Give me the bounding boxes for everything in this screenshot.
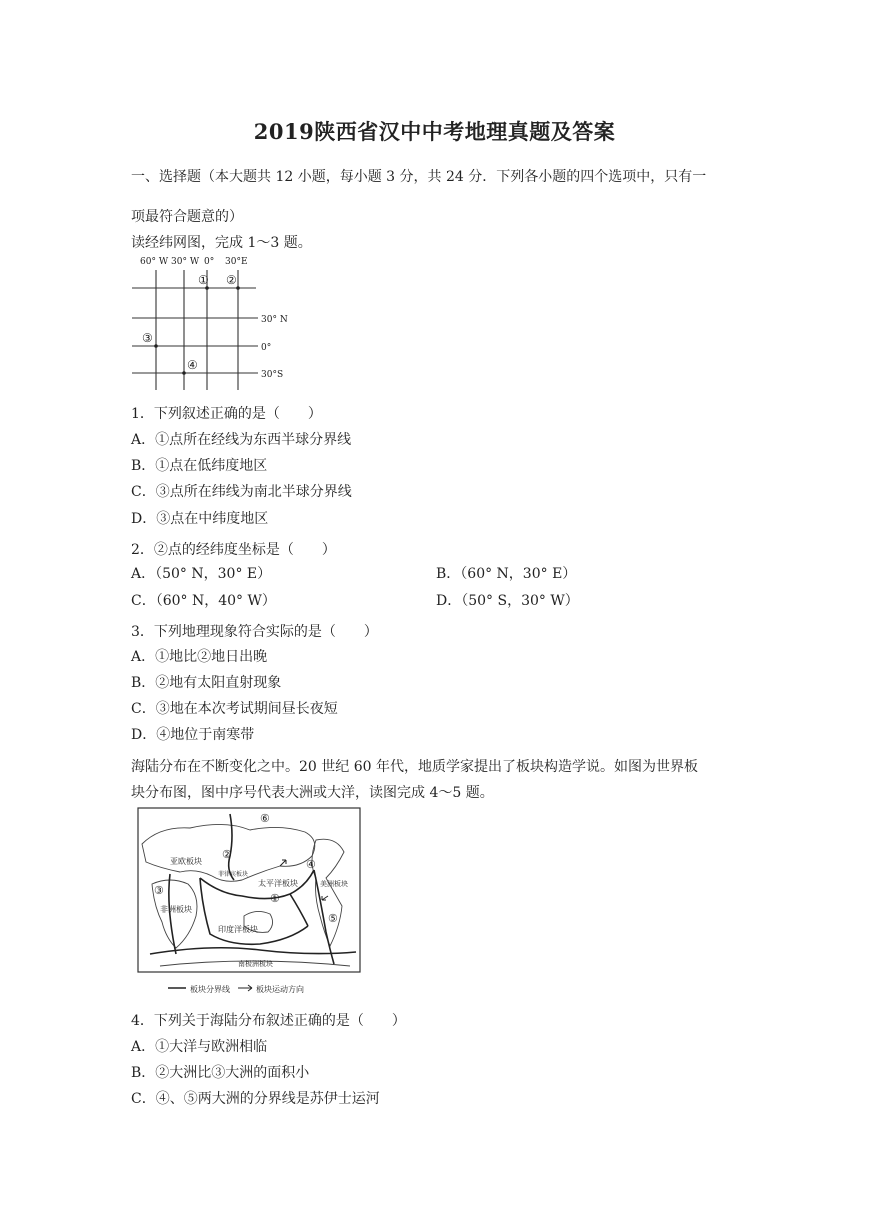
legend-motion: 板块运动方向 xyxy=(256,985,304,994)
q3-option-c: C．③地在本次考试期间昼长夜短 xyxy=(131,701,338,717)
latlon-grid-figure xyxy=(128,252,298,394)
lat-label-30s: 30°S xyxy=(261,370,284,380)
lon-label-30w: 30° W xyxy=(171,257,200,267)
lon-label-30e: 30°E xyxy=(225,257,248,267)
grid-point-4: ④ xyxy=(187,358,198,372)
q2-option-d: D．（50° S，30° W） xyxy=(436,593,579,609)
q3-option-a: A．①地比②地日出晚 xyxy=(131,649,268,665)
q2-option-b: B．（60° N，30° E） xyxy=(436,566,577,582)
q2-stem: 2．②点的经纬度坐标是（ ） xyxy=(131,542,336,558)
label-eurasian-plate: 亚欧板块 xyxy=(170,857,202,866)
lat-label-0: 0° xyxy=(261,343,272,353)
grid-point-2: ② xyxy=(226,273,237,287)
grid-point-3: ③ xyxy=(142,331,153,345)
map-number-1: ① xyxy=(270,892,280,905)
q1-option-a: A．①点所在经线为东西半球分界线 xyxy=(131,432,352,448)
map-number-6: ⑥ xyxy=(260,812,270,825)
lat-label-30n: 30° N xyxy=(261,315,288,325)
lon-label-60w: 60° W xyxy=(140,257,169,267)
label-indo-plate: 印度洋板块 xyxy=(218,925,258,934)
section-heading-line2: 项最符合题意的） xyxy=(131,209,243,225)
q4-option-c: C．④、⑤两大洲的分界线是苏伊士运河 xyxy=(131,1091,380,1107)
q2-option-a: A．（50° N，30° E） xyxy=(131,566,272,582)
label-antarctic-plate: 南极洲板块 xyxy=(238,960,273,968)
q2-option-c: C．（60° N，40° W） xyxy=(131,593,276,609)
lon-label-0: 0° xyxy=(204,257,215,267)
grid-point-1: ① xyxy=(198,273,209,287)
plates-intro-line1: 海陆分布在不断变化之中。20 世纪 60 年代，地质学家提出了板块构造学说。如图为世界板 xyxy=(131,759,698,775)
map-number-3: ③ xyxy=(154,884,164,897)
q1-option-c: C．③点所在纬线为南北半球分界线 xyxy=(131,484,352,500)
legend-boundary: 板块分界线 xyxy=(190,985,230,994)
q1-stem: 1．下列叙述正确的是（ ） xyxy=(131,406,322,422)
q3-option-b: B．②地有太阳直射现象 xyxy=(131,675,282,691)
q4-stem: 4．下列关于海陆分布叙述正确的是（ ） xyxy=(131,1013,406,1029)
label-philippine-plate: 菲律宾板块 xyxy=(218,871,249,878)
label-american-plate: 美洲板块 xyxy=(320,880,348,888)
label-african-plate: 非洲板块 xyxy=(160,905,192,914)
q3-option-d: D．④地位于南寒带 xyxy=(131,727,255,743)
map-number-5: ⑤ xyxy=(328,912,338,925)
label-pacific-plate: 太平洋板块 xyxy=(258,879,298,888)
q1-option-b: B．①点在低纬度地区 xyxy=(131,458,268,474)
q3-stem: 3．下列地理现象符合实际的是（ ） xyxy=(131,624,378,640)
q1-option-d: D．③点在中纬度地区 xyxy=(131,511,269,527)
plates-intro-line2: 块分布图，图中序号代表大洲或大洋，读图完成 4～5 题。 xyxy=(131,785,494,801)
section-heading-line1: 一、选择题（本大题共 12 小题，每小题 3 分，共 24 分．下列各小题的四个选项中，只有一 xyxy=(131,169,707,185)
q4-option-b: B．②大洲比③大洲的面积小 xyxy=(131,1065,310,1081)
page-title: 2019陕西省汉中中考地理真题及答案 xyxy=(253,119,616,144)
q4-option-a: A．①大洋与欧洲相临 xyxy=(131,1039,268,1055)
world-plates-map xyxy=(130,806,366,998)
grid-intro: 读经纬网图，完成 1～3 题。 xyxy=(131,235,312,251)
map-number-2: ② xyxy=(222,848,232,861)
map-number-4: ④ xyxy=(306,858,316,871)
